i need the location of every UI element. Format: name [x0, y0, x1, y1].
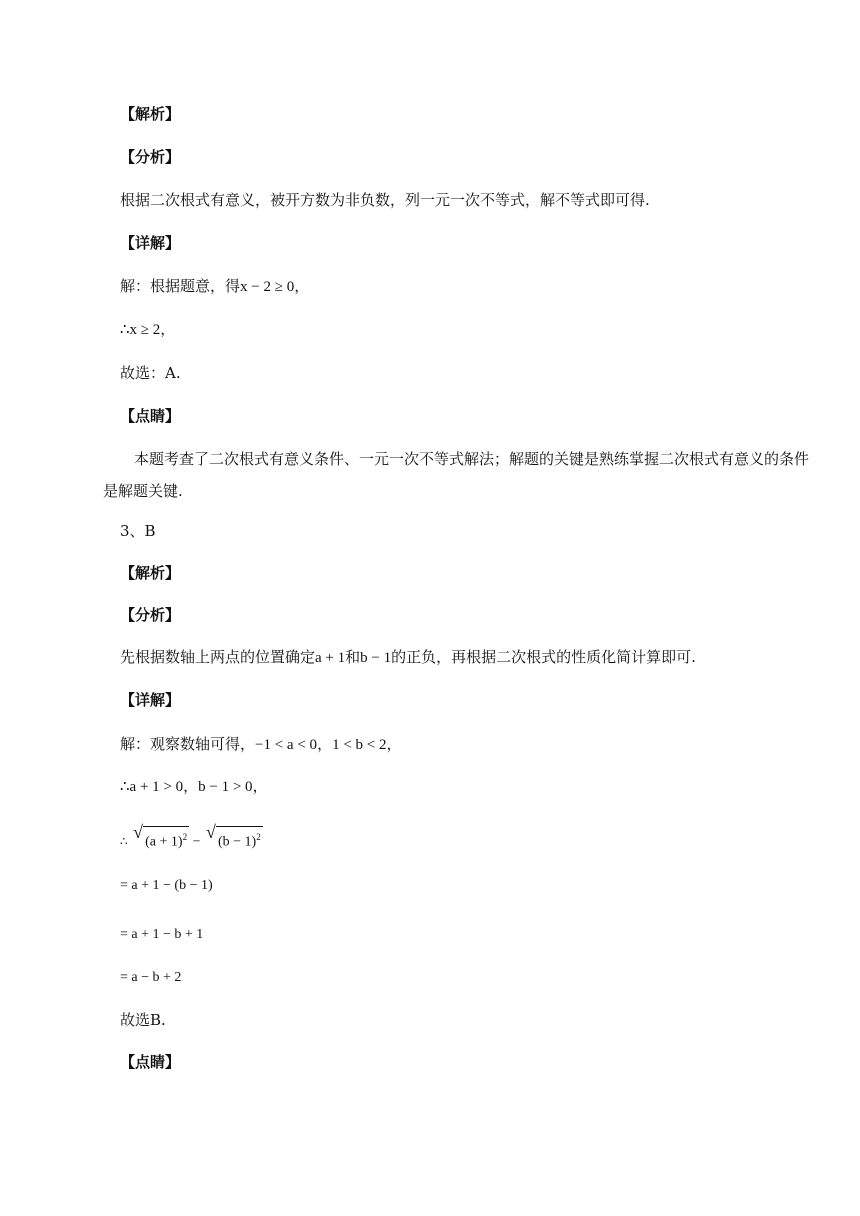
range-b: 1 < b < 2: [332, 737, 387, 753]
calc-step-1: = a + 1 − (b − 1): [120, 878, 213, 893]
step-1-inequality: x − 2 ≥ 0: [240, 279, 295, 295]
sqrt-exp-1: 2: [182, 832, 188, 842]
ineq-sep: ，: [183, 777, 199, 795]
sqrt-term-1: (a + 1): [145, 834, 183, 850]
expr-b-minus-1: b − 1: [360, 650, 392, 666]
heading-fenxi-2: 【分析】: [120, 606, 181, 624]
answer-label: 3、B: [120, 522, 156, 540]
inequality-line: [120, 776, 268, 797]
therefore-symbol: ∴: [120, 320, 130, 338]
step-1-prefix: 解：根据题意，得: [120, 277, 241, 295]
sqrt-b-minus-1: √ $(b - 1)^2$: [206, 826, 263, 853]
observation-prefix: 解：观察数轴可得，: [120, 735, 256, 753]
ineq-suffix: ，: [252, 777, 268, 795]
calc-step-2: = a + 1 − b + 1: [120, 927, 204, 942]
analysis-text: 根据二次根式有意义，被开方数为非负数，列一元一次不等式，解不等式即可得.: [120, 191, 650, 209]
sqrt-term-2: (b − 1): [217, 834, 257, 850]
ineq-a: a + 1 > 0: [129, 779, 184, 795]
analysis-post: 的正负，再根据二次根式的性质化简计算即可.: [391, 648, 696, 666]
heading-jiexi-2: 【解析】: [120, 564, 181, 582]
heading-dianjing-2: 【点睛】: [120, 1053, 181, 1071]
observation-line: [120, 734, 402, 755]
calc-step-3: = a − b + 2: [120, 970, 182, 985]
heading-fenxi: 【分析】: [120, 148, 181, 166]
heading-xiangjie: 【详解】: [120, 234, 181, 252]
step-2-suffix: ，: [160, 320, 176, 338]
sqrt-exp-2: 2: [256, 832, 261, 842]
expr-a-plus-1: a + 1: [315, 650, 346, 666]
therefore-symbol-2: ∴: [120, 777, 130, 795]
sqrt-expression: [120, 822, 263, 853]
observation-sep: ，: [317, 735, 333, 753]
analysis-and: 和: [345, 648, 361, 666]
range-a: −1 < a < 0: [255, 737, 318, 753]
step-2-inequality: x ≥ 2: [129, 322, 161, 338]
solution-step-1: [120, 276, 309, 297]
heading-jiexi: 【解析】: [120, 105, 181, 123]
sqrt-minus: −: [192, 834, 201, 850]
heading-dianjing: 【点睛】: [120, 407, 181, 425]
ineq-b: b − 1 > 0: [198, 779, 253, 795]
observation-suffix: ，: [386, 735, 402, 753]
step-1-suffix: ，: [294, 277, 310, 295]
analysis-pre: 先根据数轴上两点的位置确定: [120, 648, 316, 666]
therefore-symbol-3: ∴: [120, 834, 128, 849]
comment-paragraph: 本题考查了二次根式有意义条件、一元一次不等式解法；解题的关键是熟练掌握二次根式有意义的条件是解题关键.: [103, 450, 810, 500]
choice-text: 故选：A.: [120, 364, 181, 382]
analysis-text-2: [120, 647, 696, 668]
choice-text-2: 故选B.: [120, 1011, 166, 1029]
solution-step-2: [120, 319, 175, 340]
heading-xiangjie-2: 【详解】: [120, 691, 181, 709]
sqrt-a-plus-1: √ $(a + 1)^2$: [133, 826, 189, 853]
